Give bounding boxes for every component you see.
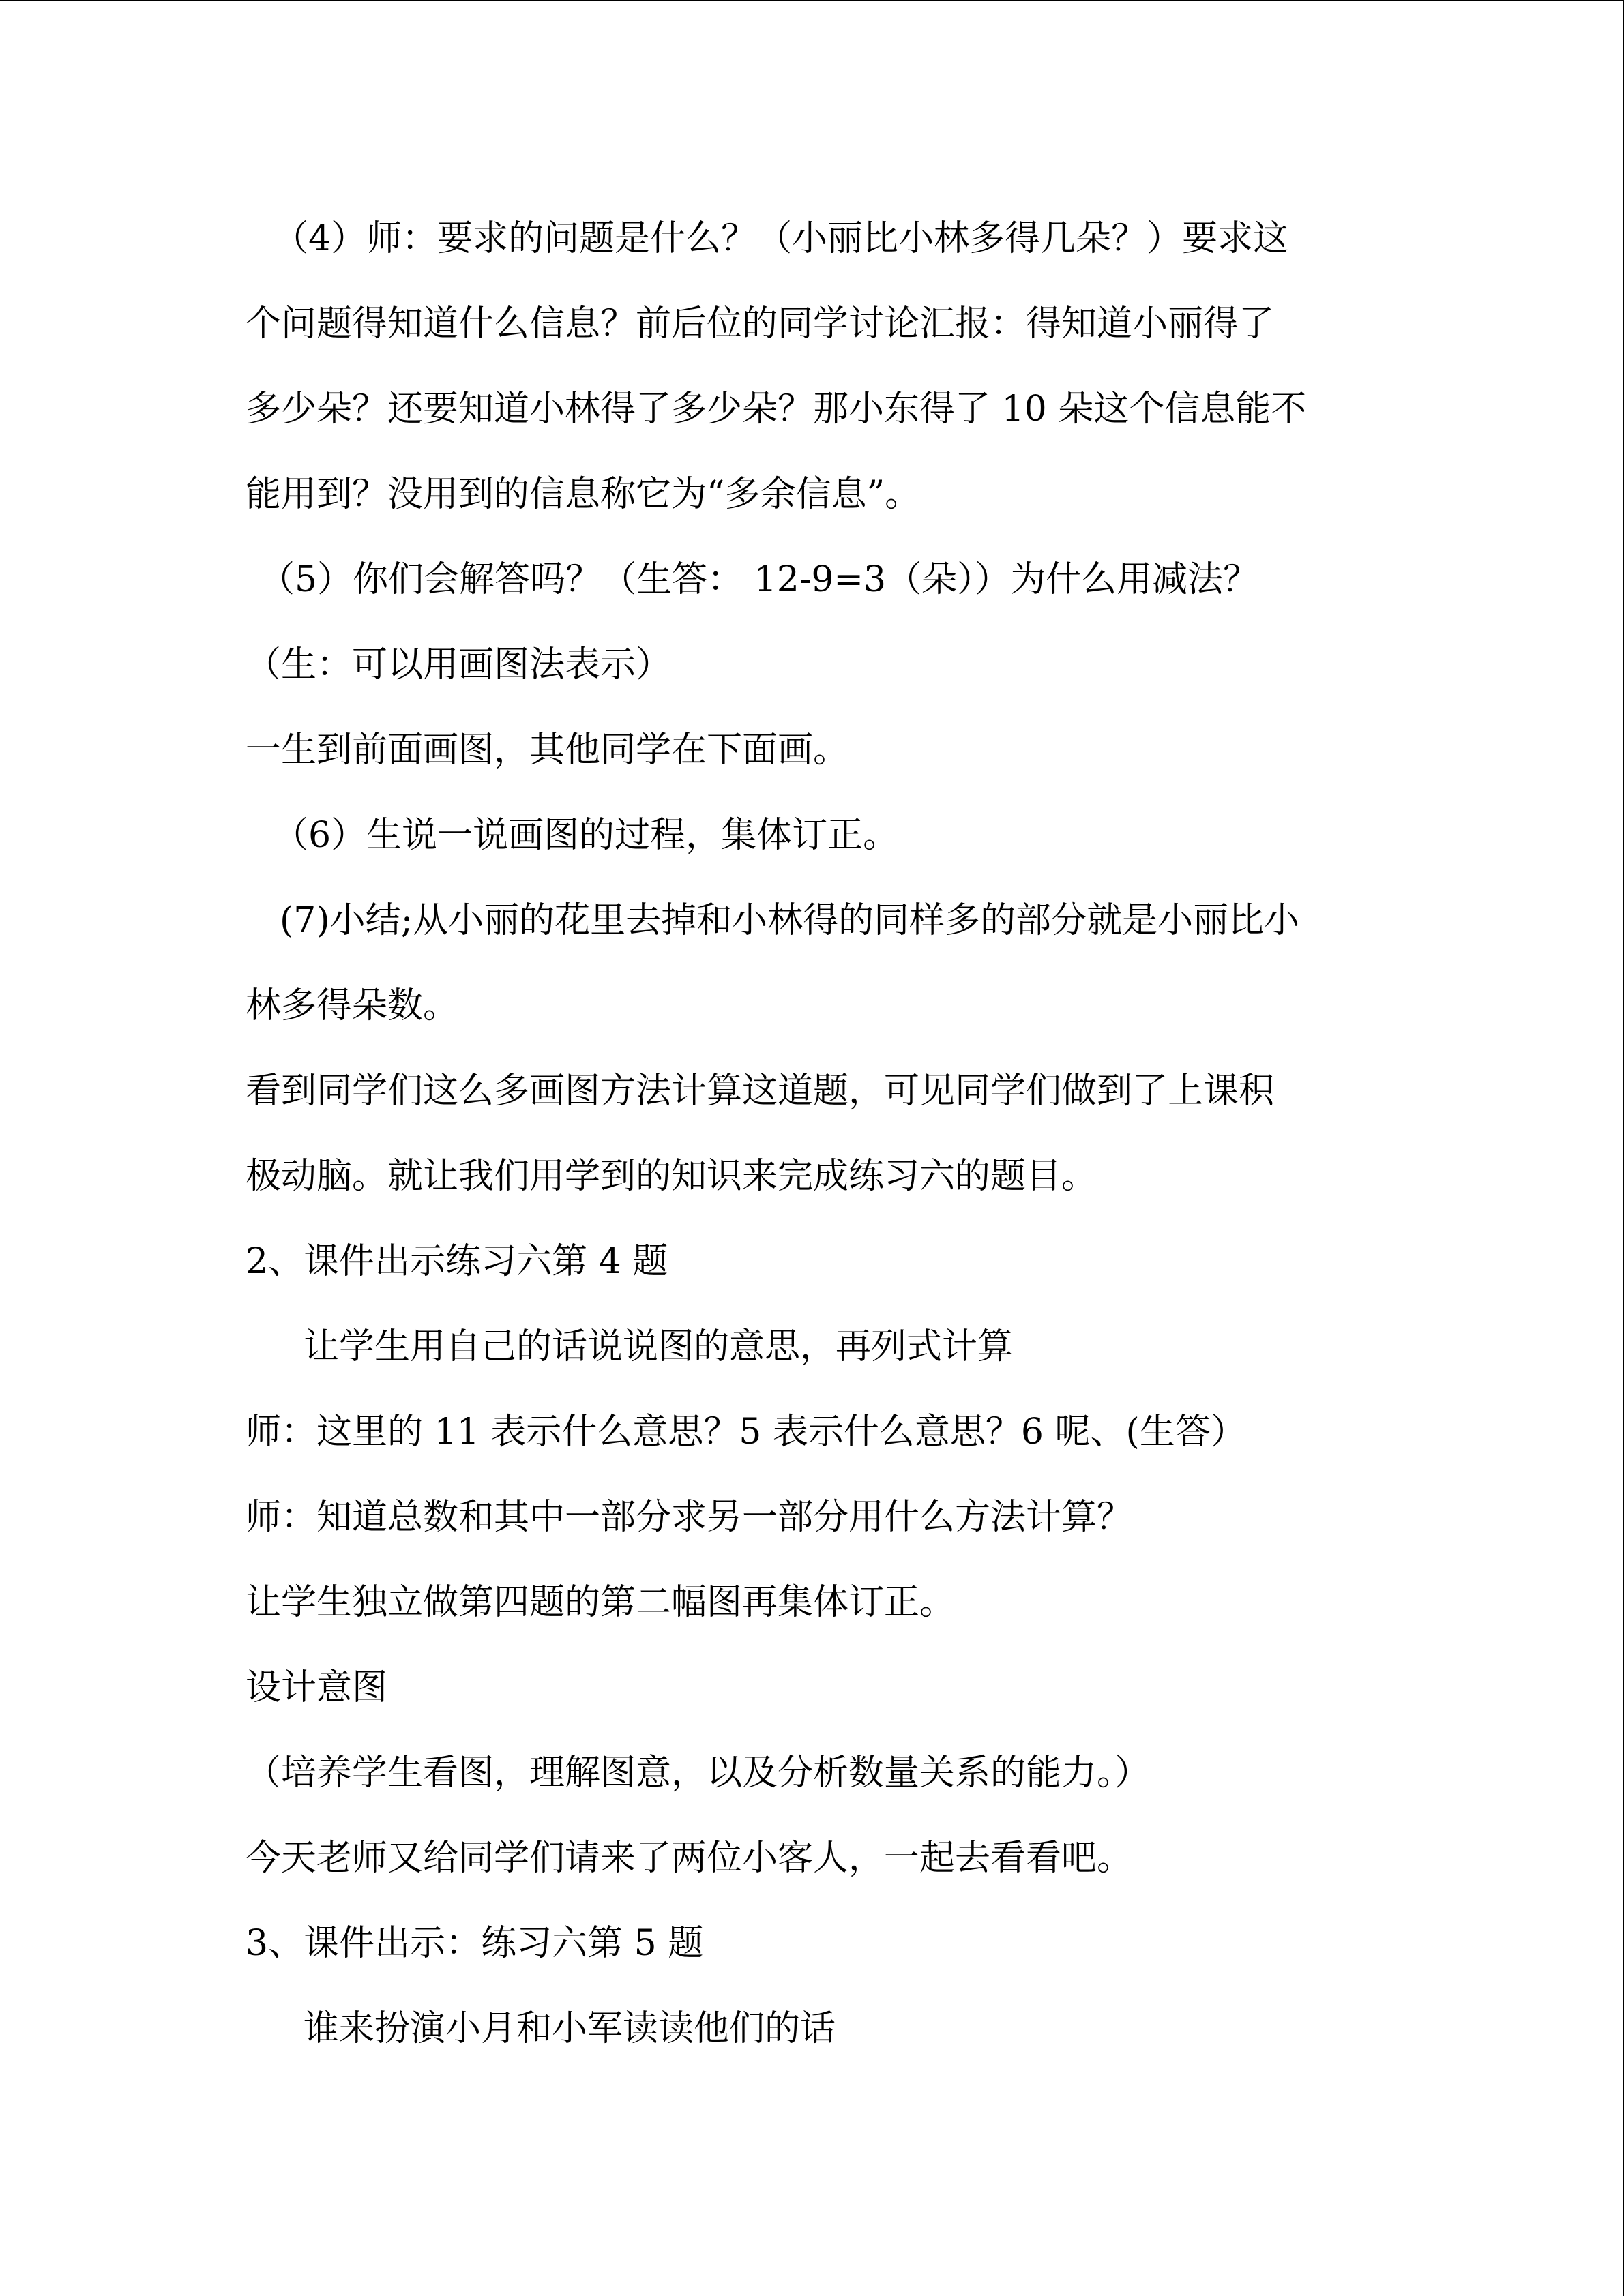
paragraph-line: （4）师：要求的问题是什么？（小丽比小林多得几朵？）要求这: [273, 218, 1289, 259]
paragraph-line: 极动脑。就让我们用学到的知识来完成练习六的题目。: [246, 1156, 1097, 1197]
paragraph-line: 师：知道总数和其中一部分求另一部分用什么方法计算？: [246, 1497, 1133, 1538]
paragraph-line: (7)小结;从小丽的花里去掉和小林得的同样多的部分就是小丽比小: [280, 900, 1300, 941]
paragraph-line: 多少朵？还要知道小林得了多少朵？那小东得了 10 朵这个信息能不: [246, 389, 1307, 430]
paragraph-line: （6）生说一说画图的过程，集体订正。: [273, 815, 899, 856]
paragraph-line: （培养学生看图，理解图意，以及分析数量关系的能力。）: [246, 1753, 1151, 1793]
paragraph-line: 让学生独立做第四题的第二幅图再集体订正。: [246, 1582, 956, 1623]
paragraph-line: （生：可以用画图法表示）: [246, 644, 672, 685]
paragraph-line: 能用到？没用到的信息称它为“多余信息”。: [246, 474, 921, 515]
section-heading: 设计意图: [246, 1667, 388, 1708]
paragraph-line: 林多得朵数。: [246, 985, 459, 1026]
section-heading: 2、课件出示练习六第 4 题: [246, 1241, 668, 1282]
paragraph-line: 谁来扮演小月和小军读读他们的话: [304, 2008, 836, 2049]
paragraph-line: 个问题得知道什么信息？前后位的同学讨论汇报：得知道小丽得了: [246, 303, 1275, 344]
paragraph-line: （5）你们会解答吗？（生答： 12-9=3（朵））为什么用减法？: [259, 559, 1259, 600]
paragraph-line: 师：这里的 11 表示什么意思？5 表示什么意思？6 呢、(生答）: [246, 1412, 1246, 1452]
paragraph-line: 今天老师又给同学们请来了两位小客人，一起去看看吧。: [246, 1838, 1133, 1879]
paragraph-line: 看到同学们这么多画图方法计算这道题，可见同学们做到了上课积: [246, 1071, 1275, 1112]
paragraph-line: 让学生用自己的话说说图的意思，再列式计算: [304, 1326, 1014, 1367]
paragraph-line: 一生到前面画图，其他同学在下面画。: [246, 730, 849, 771]
section-heading: 3、课件出示：练习六第 5 题: [246, 1923, 704, 1964]
